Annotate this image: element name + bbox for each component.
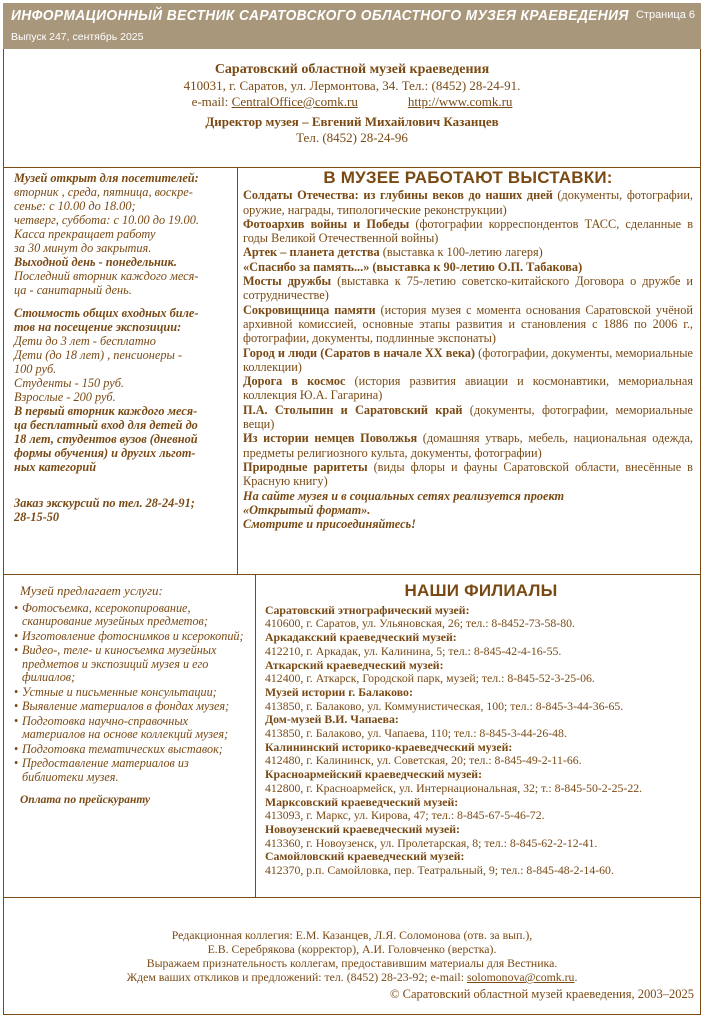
branch-item: Дом-музей В.И. Чапаева: 413850, г. Балаково, ул. Чапаева, 110; тел.: 8-845-3-44-26-48. [265,712,567,741]
branch-item: Аткарский краеведческий музей: 412400, г. Аткарск, Городской парк, музей; тел.: 8-845-52-3-25-06. [265,657,595,686]
free-entry: ных категорий [14,460,97,474]
exhibition-item: Артек – планета детства (выставка к 100-летию лагеря) [243,245,543,260]
free-entry: В первый вторник каждого меся- [14,404,198,418]
exhibitions-section [243,168,694,532]
service-item: • Устные и письменные консультации; [14,686,252,700]
exhibition-item: Фотоархив войны и Победы (фотографии корреспондентов ТАСС, сделанные в годы Великой Отечественной войны) [243,216,693,246]
exhibition-item: Мосты дружбы (выставка к 75-летию советско-китайского Договора о дружбе и сотрудничестве) [243,274,693,303]
free-entry: 18 лет, студентов вузов (дневной [14,432,198,446]
contact-links [3,94,701,110]
museum-address: 410031, г. Саратов, ул. Лермонтова, 34. Тел.: (8452) 28-24-91. [183,78,521,93]
exhibition-item: Солдаты Отечества: из глубины веков до наших дней (документы, фотографии, оружие, награды, типологические реконструкции) [243,188,693,217]
director-phone: Тел. (8452) 28-24-96 [296,130,408,145]
exhibition-item: Дорога в космос (история развития авиации и космонавтики, мемориальная коллекция Ю.А. Гагарина) [243,374,694,403]
exhibition-item: П.А. Столыпин и Саратовский край (документы, фотографии, мемориальные вещи) [243,402,693,432]
sanitary-day: ца - санитарный день. [14,283,132,297]
service-item: • Подготовка научно-справочных материалов на основе коллекций музея; [14,715,252,742]
branch-item: Аркадакский краеведческий музей: 412210, г. Аркадак, ул. Калинина, 5; тел.: 8-845-42-4-16-55. [265,630,562,658]
branch-item: Самойловский краеведческий музей: 412370, р.п. Самойловка, пер. Театральный, 9; тел.: 8-845-48-2-14-60. [265,849,614,878]
page-number: Страница 6 [635,9,695,21]
branches-title: НАШИ ФИЛИАЛЫ [404,581,558,600]
divider-middle [3,574,701,575]
branch-item: Музей истории г. Балаково: 413850, г. Балаково, ул. Коммунистическая, 100; тел.: 8-845-3-44-36-65. [265,684,624,713]
branch-item: Красноармейский краеведческий музей: 412800, г. Красноармейск, ул. Интернациональная, 32; т.: 8-845-50-2-25-22. [265,767,643,795]
project-note: «Открытый формат». [243,502,371,517]
project-note: Смотрите и присоединяйтесь! [243,517,416,532]
payment-note: Оплата по прейскуранту [20,794,151,806]
service-item: • Фотосъемка, ксерокопирование, сканирование музейных предметов; [14,602,252,629]
hours-line: четверг, суббота: с 10.00 до 19.00. [14,213,199,227]
service-item: • Видео-, теле- и киносъемка музейных предметов и экспозиций музея и его филиалов; [14,644,252,685]
branches-section [265,581,697,878]
copyright: © Саратовский областной музей краеведения, 2003–2025 [390,987,694,1001]
exhibition-item: «Спасибо за память...» (выставка к 90-летию О.П. Табакова) [243,259,583,274]
hours-line: сенье: с 10.00 до 18.00; [14,199,136,213]
price-line: Взрослые - 200 руб. [14,390,116,404]
director-name: Директор музея – Евгений Михайлович Казанцев [205,114,499,129]
branch-item: Калининский историко-краеведческий музей: 412480, г. Калининск, ул. Советская, 20; тел.: 8-845-49-2-11-66. [265,739,582,768]
branch-item: Саратовский этнографический музей: 410600, г. Саратов, ул. Ульяновская, 26; тел.: 8-8452-73-58-80. [265,602,575,631]
services-title: Музей предлагает услуги: [20,583,163,598]
price-line: Дети до 3 лет - бесплатно [14,334,156,348]
price-line: Студенты - 150 руб. [14,376,124,390]
price-line: 100 руб. [14,362,57,376]
free-entry: формы обучения) и других льгот- [14,446,196,460]
exhibition-item: Сокровищница памяти (история музея с момента основания Саратовской учёной архивной комиссией, основные этапы развития и становления с 1886 по 2006 г., фотографии, документы, подлинные экспонаты) [243,302,693,346]
divider-vertical-bottom [255,574,256,897]
website-link[interactable]: http://www.comk.ru [407,94,513,109]
service-item: • Изготовление фотоснимков и ксерокопий; [14,630,252,644]
exhibition-item: Город и люди (Саратов в начале XX века) (фотографии, документы, мемориальные коллекции) [243,345,693,374]
hours-heading: Музей открыт для посетителей: [14,171,199,185]
tour-booking: 28-15-50 [14,510,60,524]
service-item: • Предоставление материалов из библиотеки музея. [14,757,252,784]
hours-line: вторник , среда, пятница, воскре- [14,185,193,199]
footer-line: Е.В. Серебрякова (корректор), А.И. Головченко (верстка). [207,942,497,956]
visitor-info [14,171,238,524]
newsletter-title: ИНФОРМАЦИОННЫЙ ВЕСТНИК САРАТОВСКОГО ОБЛАСТНОГО МУЗЕЯ КРАЕВЕДЕНИЯ [11,7,629,24]
project-note: На сайте музея и в социальных сетях реализуется проект [243,488,565,503]
footer-line: Редакционная коллегия: Е.М. Казанцев, Л.Я. Соломонова (отв. за вып.), [171,928,533,942]
prices-heading: тов на посещение экспозиции: [14,320,182,334]
hours-line: Касса прекращает работу [14,227,156,241]
price-line: Дети (до 18 лет) , пенсионеры - [14,348,182,362]
branch-item: Новоузенский краеведческий музей: 413360, г. Новоузенск, ул. Пролетарская, 8; тел.: 8-845-62-2-12-41. [265,821,598,850]
services-section [14,584,252,808]
sanitary-day: Последний вторник каждого меся- [14,269,199,283]
museum-name: Саратовский областной музей краеведения [214,62,490,77]
services-list [14,602,252,785]
email-link[interactable]: CentralOffice@comk.ru [231,94,358,109]
exhibition-item: Из истории немцев Поволжья (домашняя утварь, мебель, национальная одежда, предметы религиозного культа, документы, фотографии) [243,431,693,460]
hours-line: за 30 минут до закрытия. [14,241,152,255]
contact-block [3,62,701,146]
footer-line: Выражаем признательность коллегам, предоставившим материалы для Вестника. [146,956,558,970]
prices-heading: Стоимость общих входных биле- [14,306,199,320]
branch-item: Марксовский краеведческий музей: 413093, г. Маркс, ул. Кирова, 47; тел.: 8-845-67-5-46-72. [265,794,545,823]
service-item: • Выявление материалов в фондах музея; [14,700,252,714]
issue-label: Выпуск 247, сентябрь 2025 [11,31,144,43]
newsletter-header [3,3,701,49]
tour-booking: Заказ экскурсий по тел. 28-24-91; [14,496,195,510]
footer-contact: Ждем ваших откликов и предложений: тел. (8452) 28-23-92; e-mail: solomonova@comk.ru. [126,970,578,984]
exhibitions-title: В МУЗЕЕ РАБОТАЮТ ВЫСТАВКИ: [323,168,613,187]
email-label: e-mail: [191,94,232,109]
free-entry: ца бесплатный вход для детей до [14,418,198,432]
divider-bottom [3,897,701,898]
footer-email-link[interactable]: solomonova@comk.ru [466,970,575,984]
service-item: • Подготовка тематических выставок; [14,743,252,757]
day-off: Выходной день - понедельник. [14,255,177,269]
exhibition-item: Природные раритеты (виды флоры и фауны Саратовской области, внесённые в Красную книгу) [243,459,693,489]
editorial-footer [3,928,701,984]
